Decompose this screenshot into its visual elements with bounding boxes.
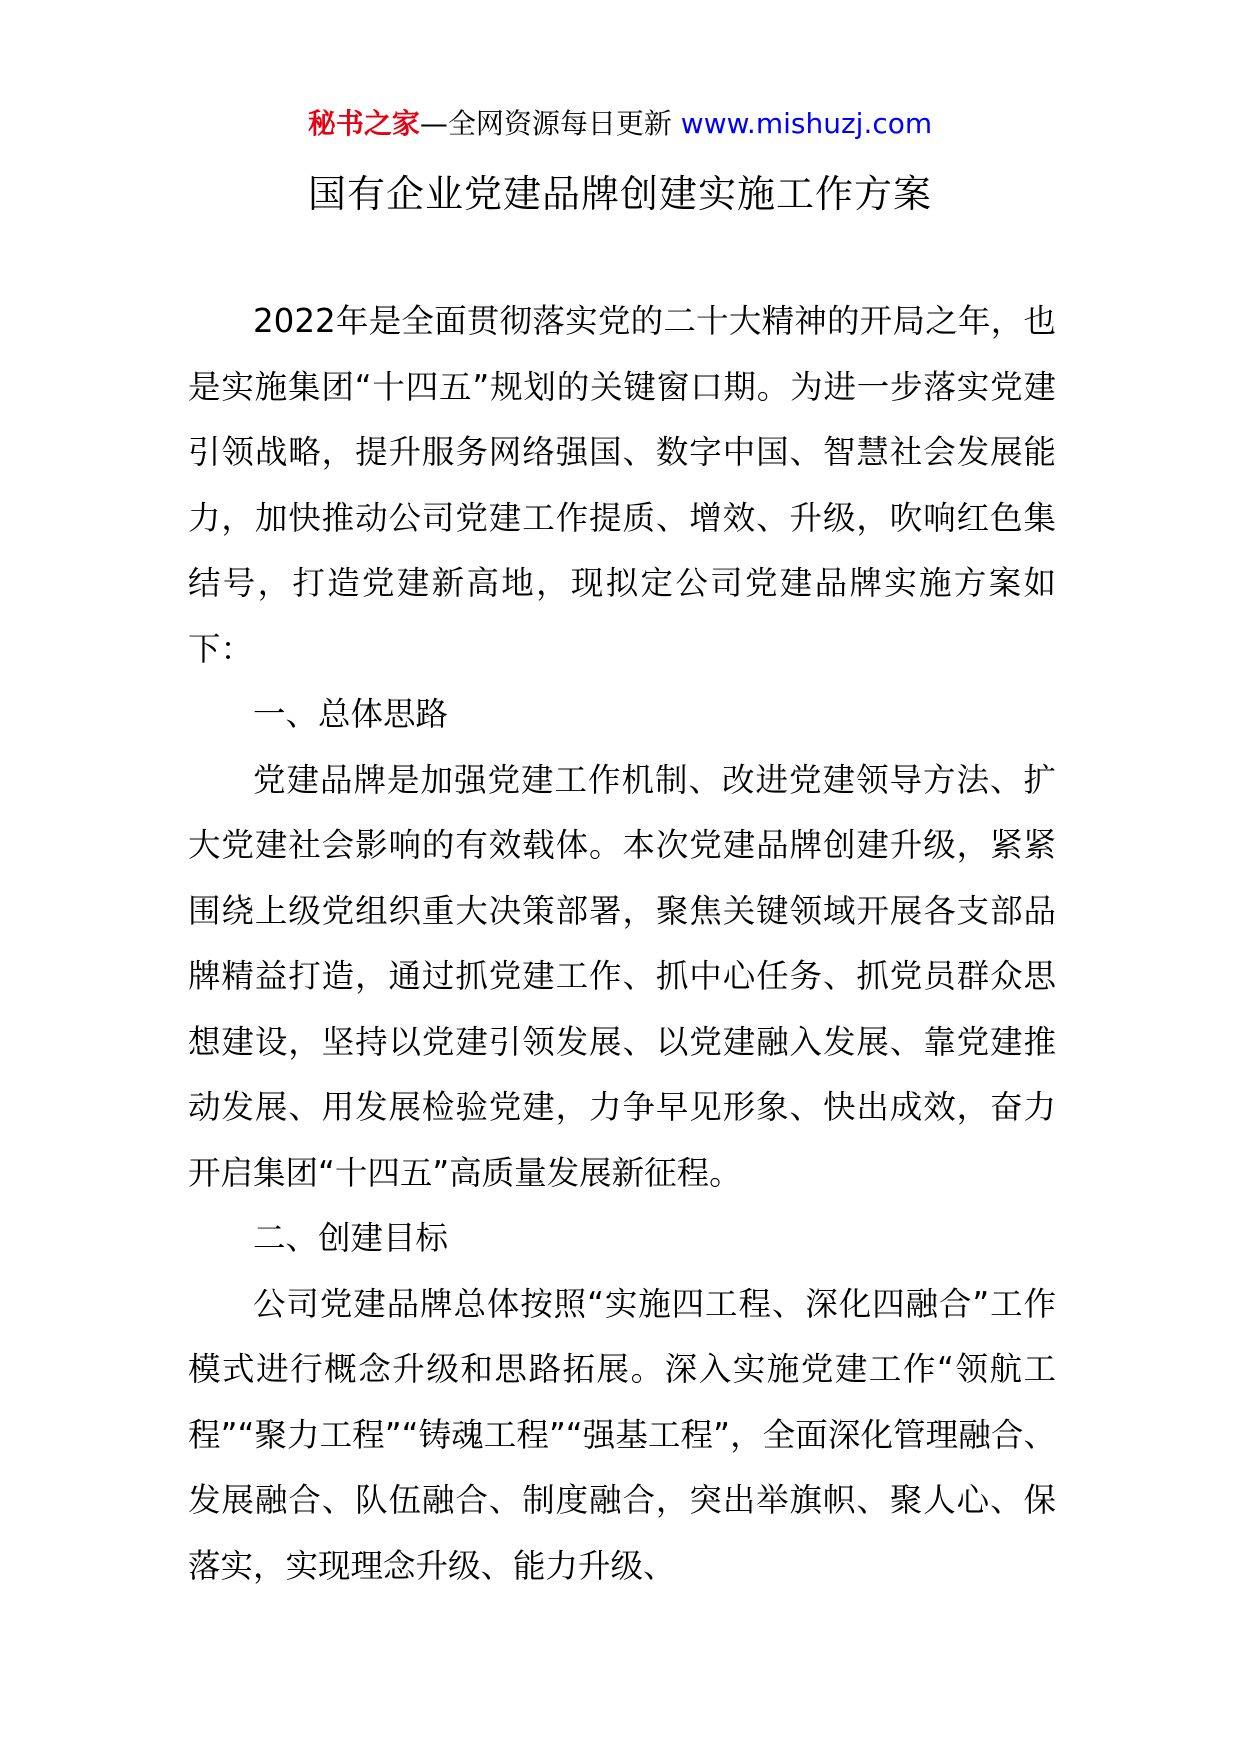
site-header [0, 104, 1240, 144]
section-heading-2: 二、创建目标 [253, 1219, 449, 1257]
site-url-link[interactable]: www.mishuzj.com [680, 107, 933, 140]
paragraph-intro: 2022年是全面贯彻落实党的二十大精神的开局之年，也是实施集团“十四五”规划的关键窗口期。为进一步落实党建引领战略，提升服务网络强国、数字中国、智慧社会发展能力，加快推动公司党建工作提质、增效、升级，吹响红色集结号，打造党建新高地，现拟定公司党建品牌实施方案如下： [188, 302, 1056, 668]
site-tagline: —全网资源每日更新 [419, 107, 672, 140]
paragraph-overall-approach: 党建品牌是加强党建工作机制、改进党建领导方法、扩大党建社会影响的有效载体。本次党建品牌创建升级，紧紧围绕上级党组织重大决策部署，聚焦关键领域开展各支部品牌精益打造，通过抓党建工作、抓中心任务、抓党员群众思想建设，坚持以党建引领发展、以党建融入发展、靠党建推动发展、用发展检验党建，力争早见形象、快出成效，奋力开启集团“十四五”高质量发展新征程。 [188, 760, 1056, 1192]
document-title: 国有企业党建品牌创建实施工作方案 [307, 172, 932, 216]
section-heading-1: 一、总体思路 [253, 695, 449, 733]
document-body [188, 289, 1056, 1599]
paragraph-goals: 公司党建品牌总体按照“实施四工程、深化四融合”工作模式进行概念升级和思路拓展。深入实施党建工作“领航工程”“聚力工程”“铸魂工程”“强基工程”，全面深化管理融合、发展融合、队伍融合、制度融合，突出举旗帜、聚人心、保落实，实现理念升级、能力升级、 [188, 1284, 1056, 1585]
site-brand: 秘书之家 [307, 107, 420, 140]
